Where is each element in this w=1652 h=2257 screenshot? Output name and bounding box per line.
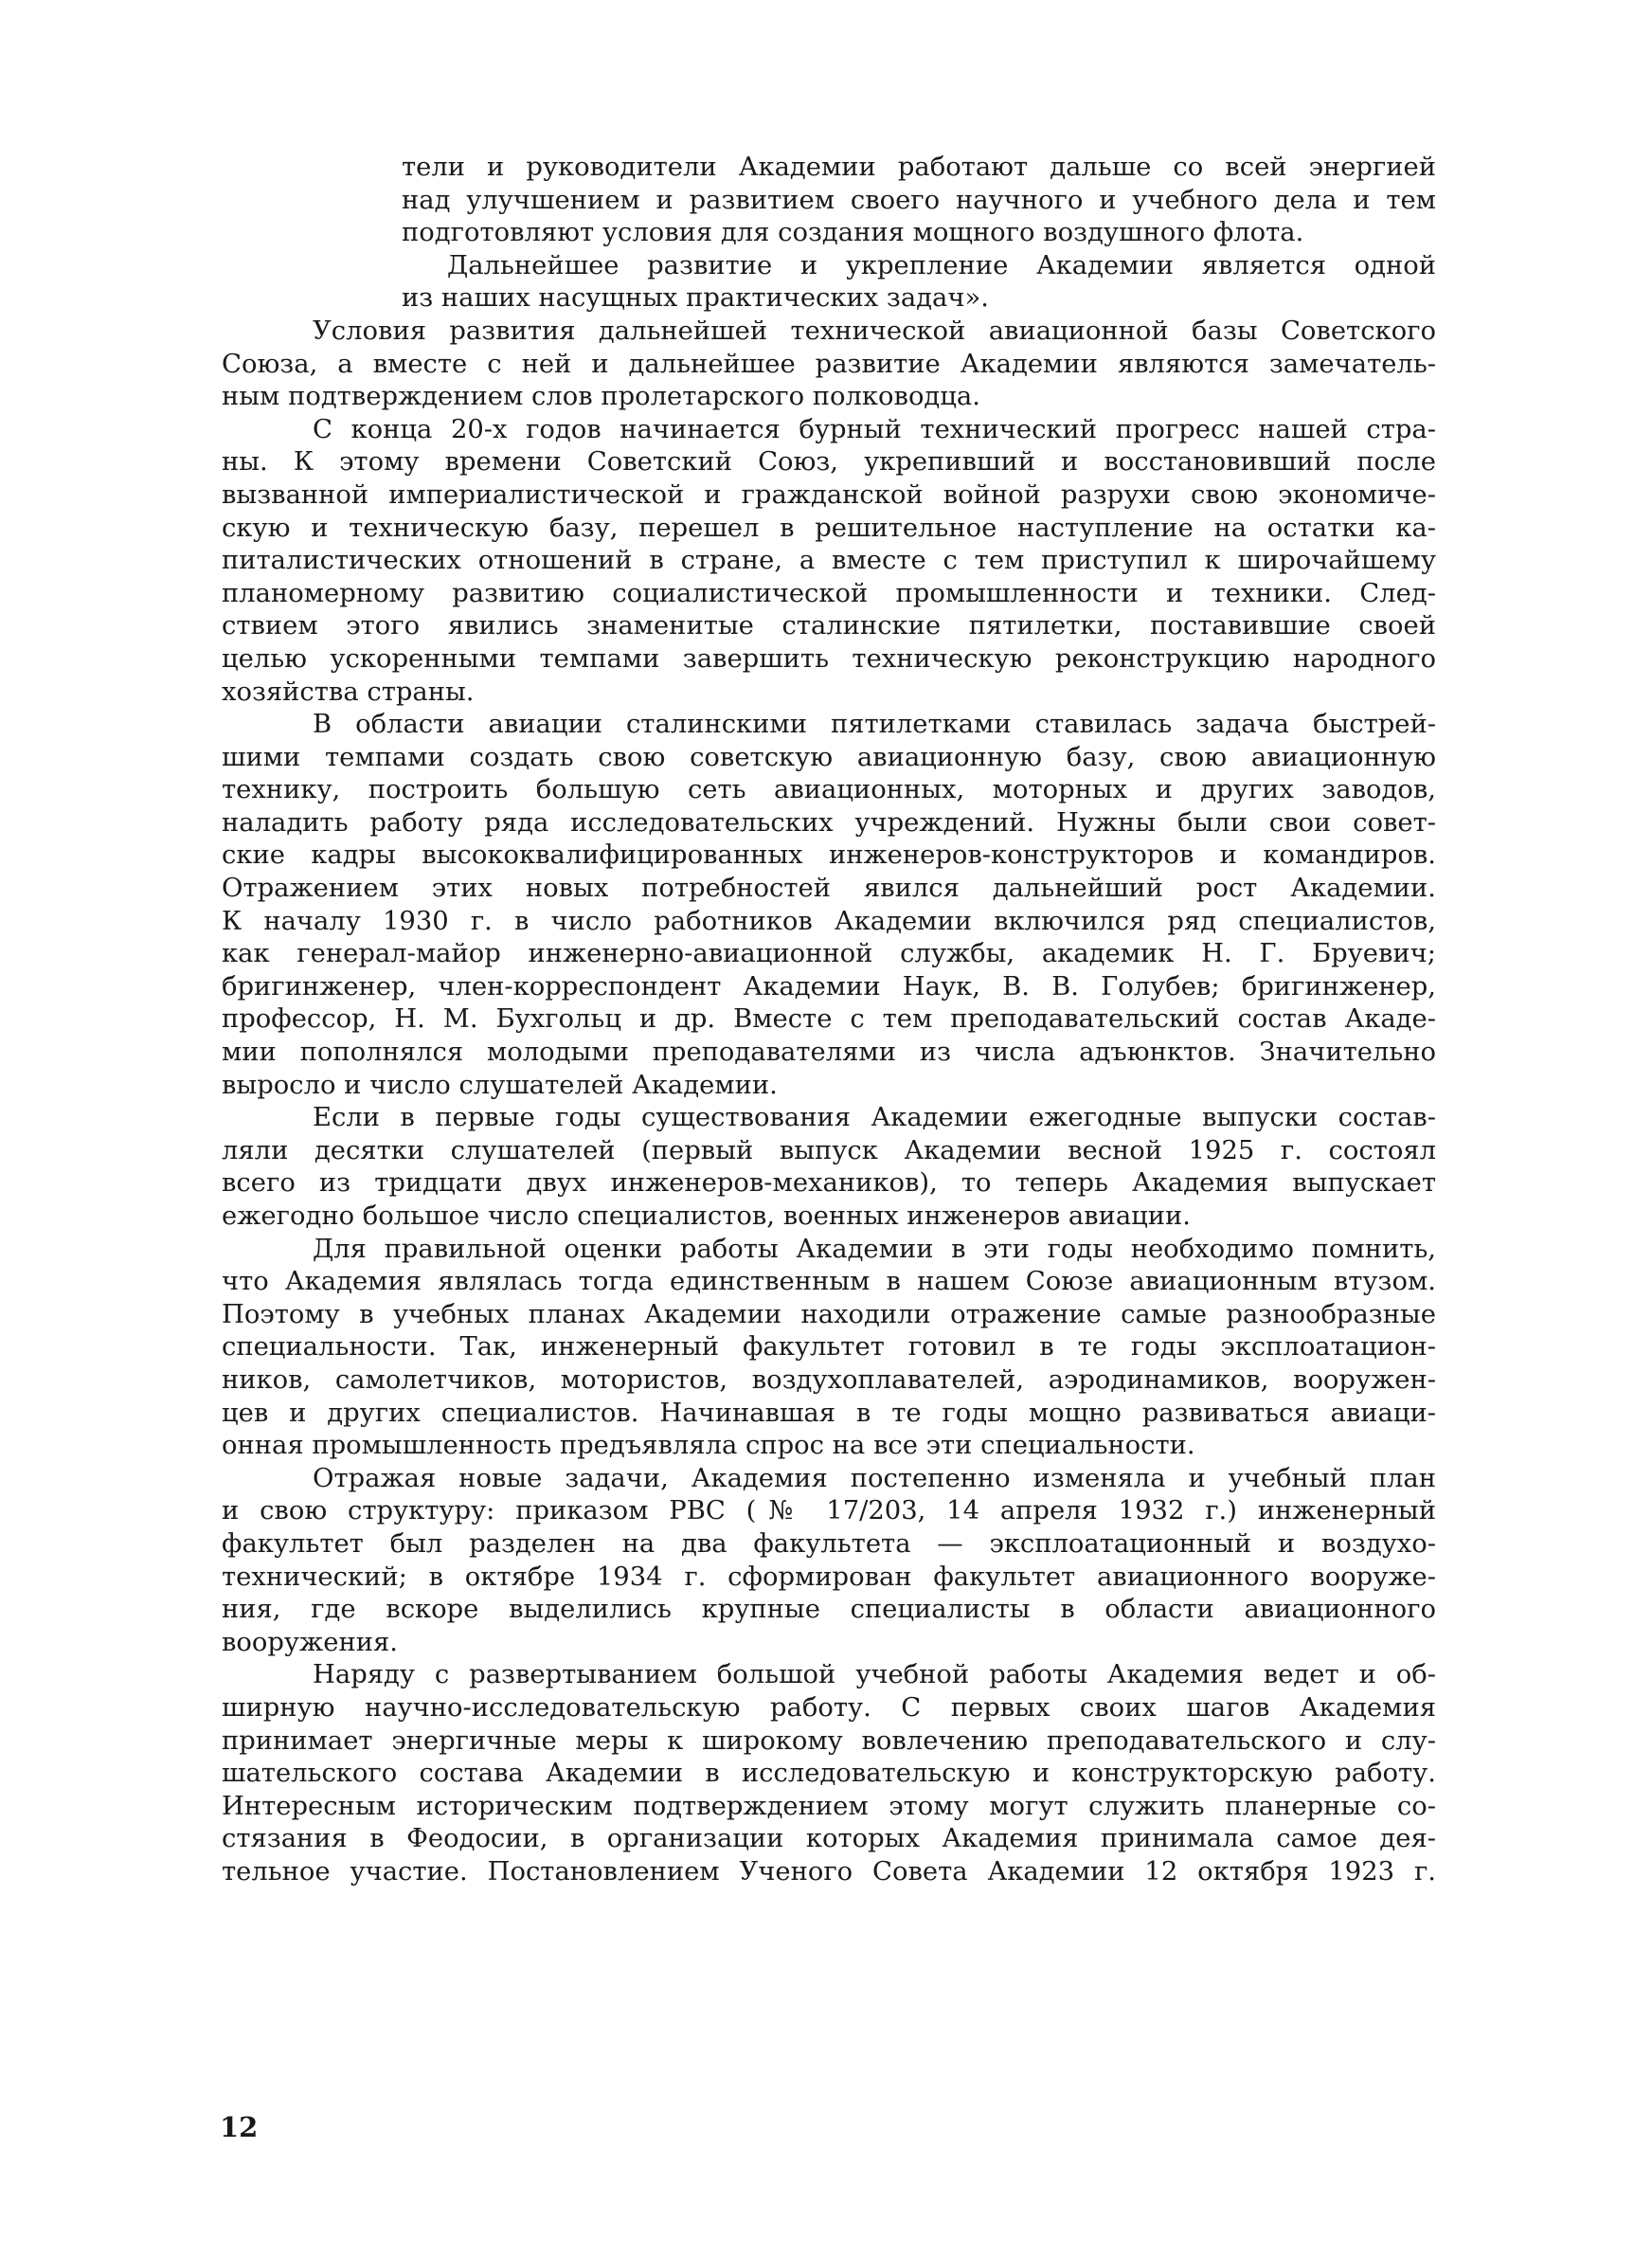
text-line: ников, самолетчиков, мотористов, воздухоплавателей, аэродинамиков, вооружен- <box>222 1364 1436 1395</box>
text-line: Отражая новые задачи, Академия постепенно изменяла и учебный план <box>313 1463 1436 1493</box>
text-line: планомерному развитию социалистической промышленности и техники. След- <box>222 578 1436 608</box>
text-line: Поэтому в учебных планах Академии находили отражение самые разнообразные <box>222 1299 1436 1329</box>
text-line: хозяйства страны. <box>222 677 475 707</box>
text-line: что Академия являлась тогда единственным в нашем Союзе авиационным втузом. <box>222 1267 1436 1297</box>
paragraph <box>222 316 1436 414</box>
text-line: ствием этого явились знаменитые сталинские пятилетки, поставившие своей <box>222 611 1436 641</box>
text-line: Дальнейшее развитие и укрепление Академии является одной <box>447 250 1436 280</box>
text-line: С конца 20-х годов начинается бурный технический прогресс нашей стра- <box>313 414 1436 444</box>
text-line: ляли десятки слушателей (первый выпуск Академии весной 1925 г. состоял <box>222 1135 1436 1165</box>
text-line: стязания в Феодосии, в организации которых Академия принимала самое дея- <box>222 1824 1436 1854</box>
text-line: специальности. Так, инженерный факультет готовил в те годы эксплоатацион- <box>222 1332 1436 1363</box>
text-line: шими темпами создать свою советскую авиационную базу, свою авиационную <box>222 742 1436 772</box>
text-line: ния, где вскоре выделились крупные специалисты в области авиационного <box>222 1595 1436 1625</box>
paragraph <box>222 709 1436 1102</box>
text-line: тельное участие. Постановлением Ученого Совета Академии 12 октября 1923 г. <box>222 1856 1436 1887</box>
quote-block <box>402 152 1436 316</box>
text-line: ны. К этому времени Советский Союз, укрепивший и восстановивший после <box>222 447 1436 478</box>
text-line: из наших насущных практических задач». <box>402 283 989 314</box>
paragraph <box>222 1102 1436 1233</box>
text-line: вооружения. <box>222 1627 398 1657</box>
text-line: всего из тридцати двух инженеров-механиков), то теперь Академия выпускает <box>222 1168 1436 1199</box>
text-line: цев и других специалистов. Начинавшая в те годы мощно развиваться авиаци- <box>222 1398 1436 1428</box>
text-line: К началу 1930 г. в число работников Академии включился ряд специалистов, <box>222 906 1436 936</box>
text-line: технику, построить большую сеть авиационных, моторных и других заводов, <box>222 775 1436 805</box>
text-line: Союза, а вместе с ней и дальнейшее развитие Академии являются замечатель- <box>222 349 1436 379</box>
paragraph <box>222 1234 1436 1463</box>
text-line: подготовляют условия для создания мощного воздушного флота. <box>402 218 1304 248</box>
text-line: Отражением этих новых потребностей явился дальнейший рост Академии. <box>222 874 1436 904</box>
text-line: наладить работу ряда исследовательских учреждений. Нужны были свои совет- <box>222 807 1436 838</box>
text-line: технический; в октябре 1934 г. сформирован факультет авиационного вооруже- <box>222 1562 1436 1592</box>
text-line: как генерал-майор инженерно-авиационной службы, академик Н. Г. Бруевич; <box>222 939 1436 969</box>
text-line: тели и руководители Академии работают дальше со всей энергией <box>402 153 1436 182</box>
text-line: онная промышленность предъявляла спрос на все эти специальности. <box>222 1431 1195 1461</box>
text-line: мии пополнялся молодыми преподавателями из числа адъюнктов. Значительно <box>222 1038 1436 1068</box>
text-line: питалистических отношений в стране, а вместе с тем приступил к широчайшему <box>222 546 1436 576</box>
text-line: ширную научно-исследовательскую работу. С первых своих шагов Академия <box>222 1692 1436 1723</box>
text-line: выросло и число слушателей Академии. <box>222 1070 778 1100</box>
text-line: принимает энергичные меры к широкому вовлечению преподавательского и слу- <box>222 1725 1436 1756</box>
text-line: ежегодно большое число специалистов, военных инженеров авиации. <box>222 1201 1192 1231</box>
text-line: вызванной империалистической и гражданской войной разрухи свою экономиче- <box>222 479 1436 510</box>
text-line: профессор, Н. М. Бухгольц и др. Вместе с тем преподавательский состав Акаде- <box>222 1004 1436 1035</box>
text-line: Наряду с развертыванием большой учебной работы Академия ведет и об- <box>313 1660 1436 1690</box>
text-line: В области авиации сталинскими пятилетками ставилась задача быстрей- <box>313 710 1436 740</box>
text-line: Для правильной оценки работы Академии в эти годы необходимо помнить, <box>313 1234 1436 1264</box>
text-line: ские кадры высококвалифицированных инженеров-конструкторов и командиров. <box>222 840 1436 871</box>
paragraph <box>222 1463 1436 1660</box>
text-line: факультет был разделен на два факультета — эксплоатационный и воздухо- <box>222 1528 1436 1559</box>
paragraph <box>222 414 1436 709</box>
text-line: Интересным историческим подтверждением этому могут служить планерные со- <box>222 1791 1436 1821</box>
text-line: Если в первые годы существования Академии ежегодные выпуски состав- <box>313 1103 1436 1133</box>
text-line: Условия развития дальнейшей технической авиационной базы Советского <box>313 316 1436 346</box>
text-line: шательского состава Академии в исследовательскую и конструкторскую работу. <box>222 1759 1436 1789</box>
text-line: целью ускоренными темпами завершить техническую реконструкцию народного <box>222 643 1436 674</box>
paragraph <box>222 1659 1436 1888</box>
body-text <box>222 152 1436 1888</box>
text-line: скую и техническую базу, перешел в решительное наступление на остатки ка- <box>222 513 1436 543</box>
text-line: и свою структуру: приказом РВС (№ 17/203, 14 апреля 1932 г.) инженерный <box>222 1496 1436 1526</box>
text-line: над улучшением и развитием своего научного и учебного дела и тем <box>402 185 1436 215</box>
page-number: 12 <box>220 2111 259 2143</box>
text-line: бригинженер, член-корреспондент Академии Наук, В. В. Голубев; бригинженер, <box>222 971 1436 1002</box>
text-line: ным подтверждением слов пролетарского полководца. <box>222 382 980 412</box>
